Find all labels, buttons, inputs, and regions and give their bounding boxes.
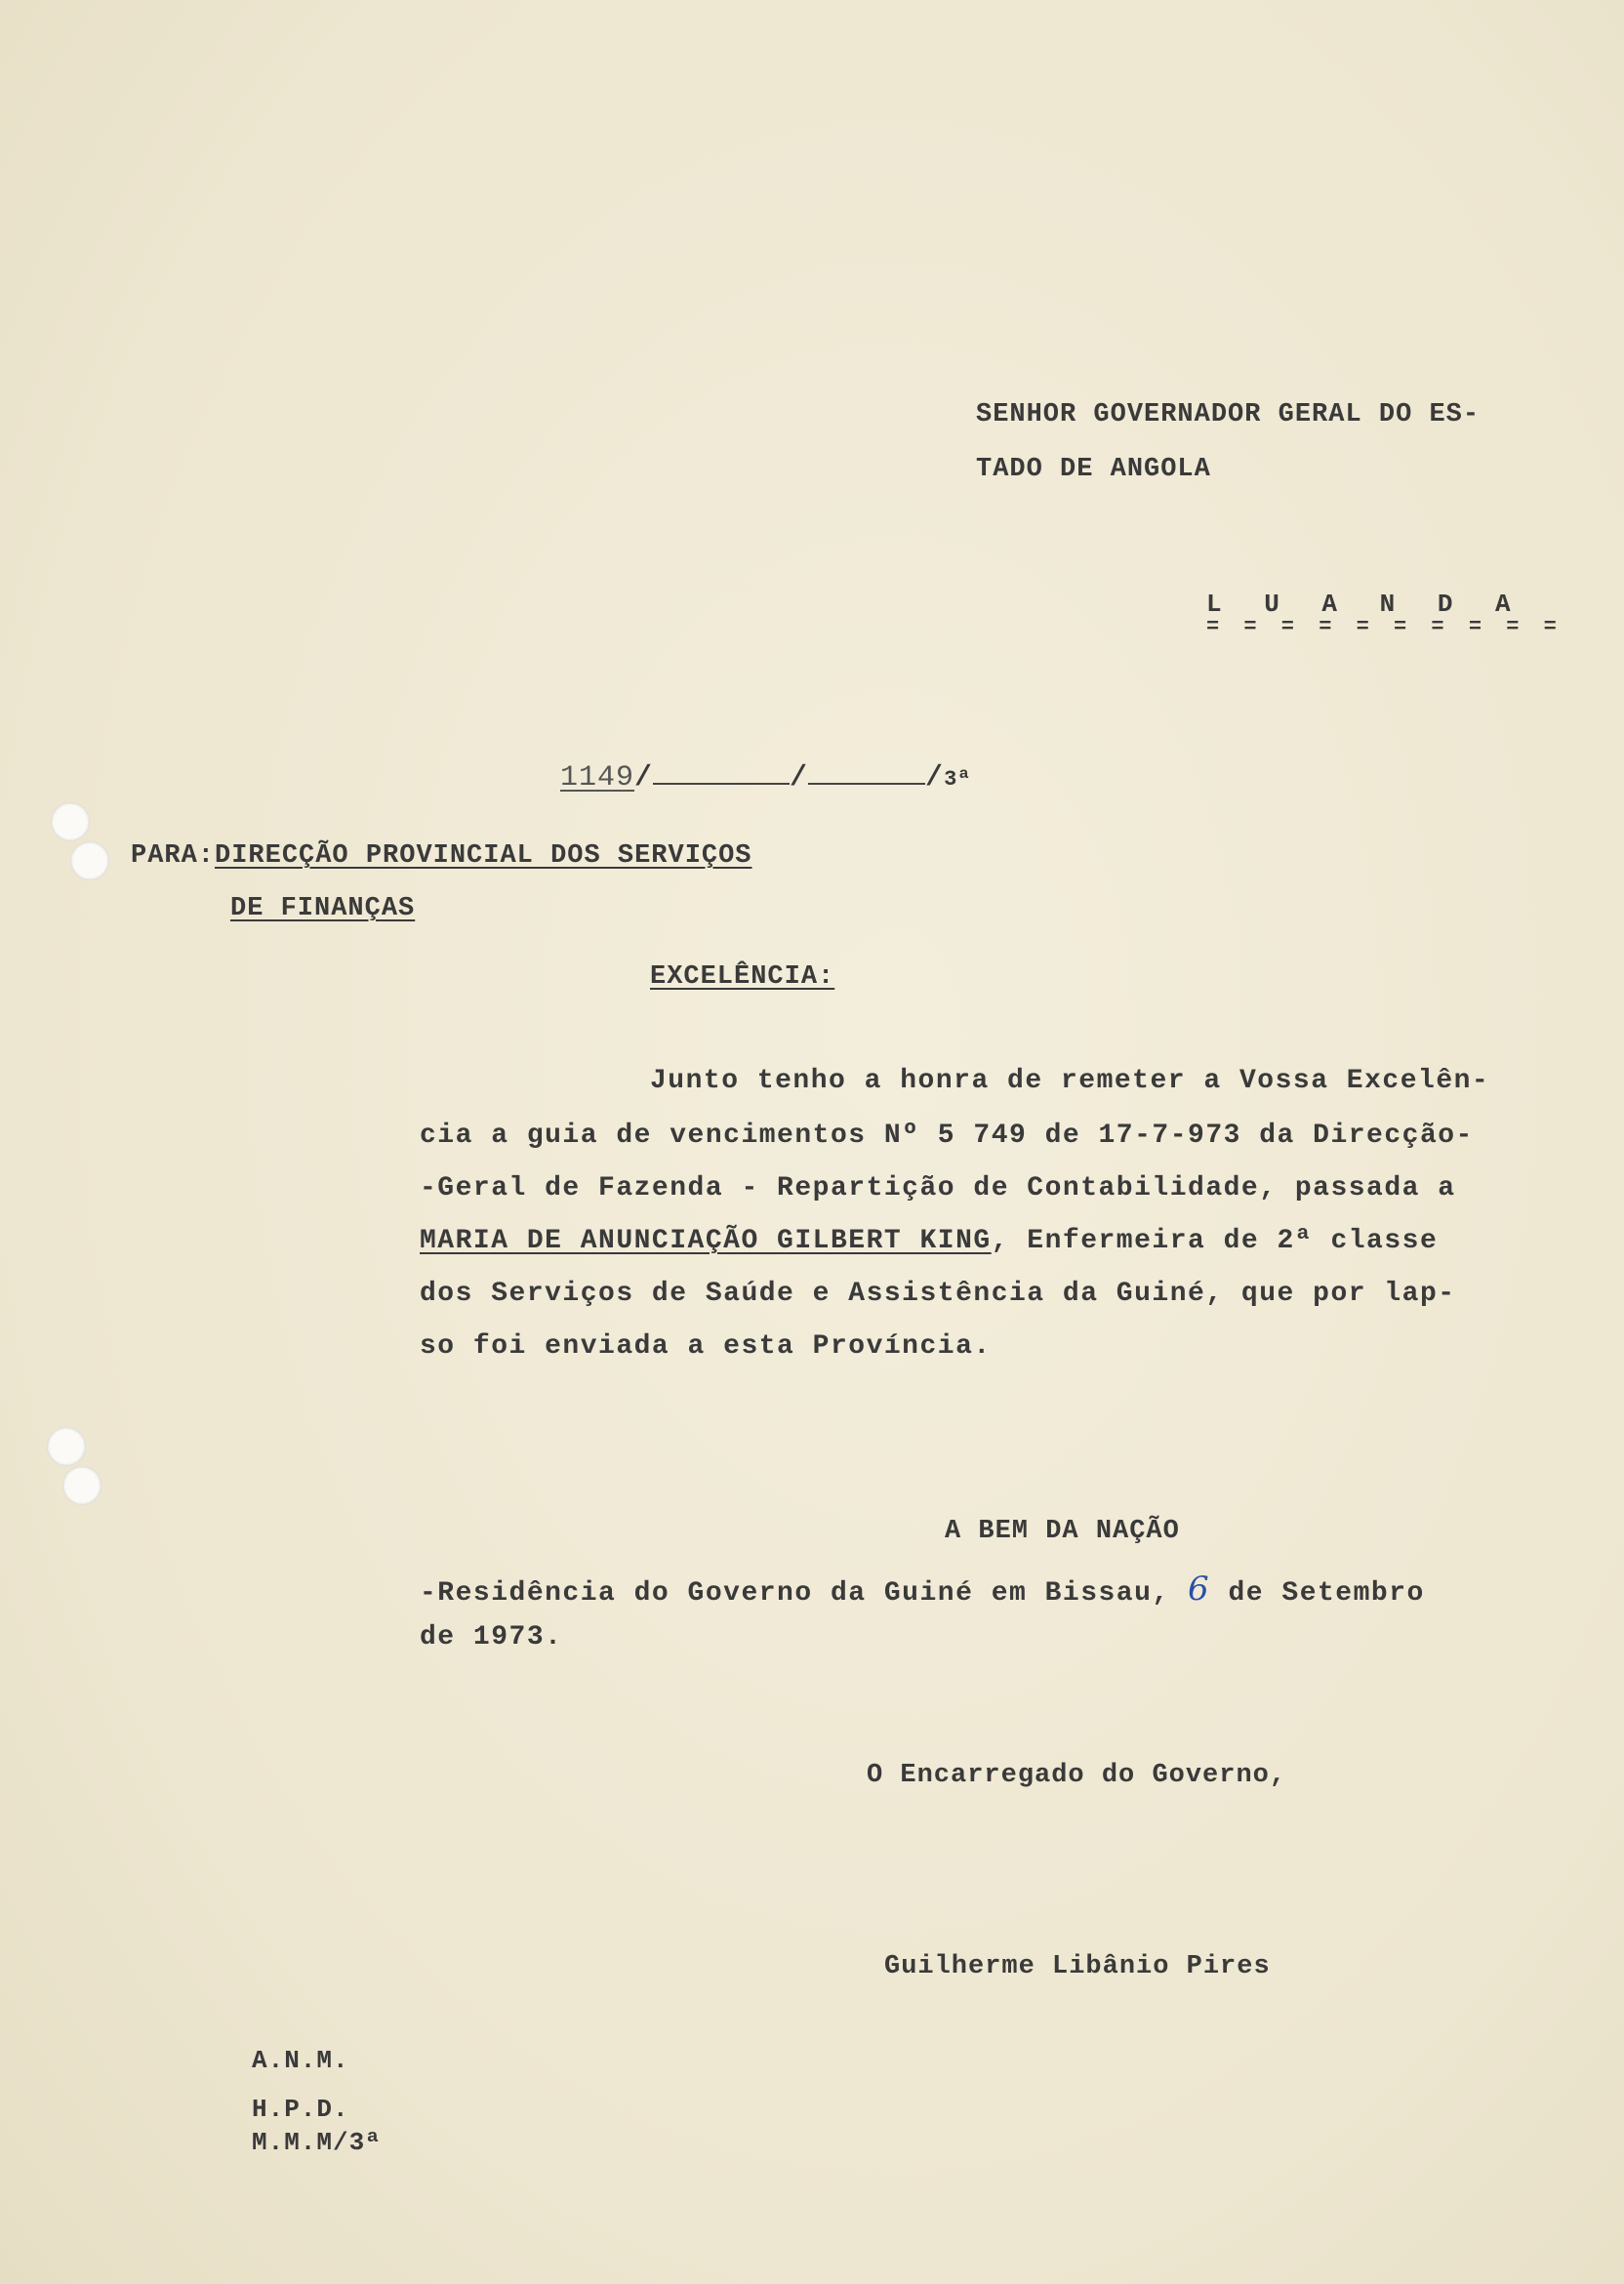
reference-sep-3: / [925,761,945,795]
handwritten-day: 6 [1188,1570,1211,1609]
initials-line-2: H.P.D. [252,2095,349,2124]
reference-number: 1149 [560,761,635,795]
para-label: PARA: [131,841,216,871]
body-line-2: cia a guia de vencimentos Nº 5 749 de 17-7-973 da Direcção- [420,1121,1474,1151]
punch-hole-top [51,802,90,841]
body-line-6: so foi enviada a esta Província. [420,1331,992,1362]
body-line-3: -Geral de Fazenda - Repartição de Contabilidade, passada a [420,1173,1456,1203]
addressee-line-2: TADO DE ANGOLA [976,455,1211,484]
reference-line [560,761,971,795]
punch-hole-bottom-2 [62,1466,102,1505]
body-line-4 [420,1226,1438,1256]
salutation: EXCELÊNCIA: [650,962,835,992]
body-line-1: Junto tenho a honra de remeter a Vossa Excelên- [650,1066,1490,1096]
addressee-city-underline: = = = = = = = = = = [1206,615,1563,639]
punch-hole-bottom [47,1427,86,1466]
signature-title: O Encarregado do Governo, [867,1761,1287,1790]
reference-blank-1 [653,783,790,785]
reference-suffix: 3ª [944,767,972,792]
para-recipient-line-2: DE FINANÇAS [230,894,416,923]
para-recipient-line-1: DIRECÇÃO PROVINCIAL DOS SERVIÇOS [215,841,752,871]
closing-place-prefix: -Residência do Governo da Guiné em Bissau, [420,1578,1170,1609]
addressee-line-1: SENHOR GOVERNADOR GERAL DO ES- [976,400,1481,429]
reference-sep-1: / [634,761,654,795]
beneficiary-name: MARIA DE ANUNCIAÇÃO GILBERT KING [420,1226,992,1256]
punch-hole-top-2 [70,841,109,880]
body-line-5: dos Serviços de Saúde e Assistência da Guiné, que por lap- [420,1279,1456,1309]
initials-line-3: M.M.M/3ª [252,2128,382,2157]
closing-place-suffix: de Setembro [1228,1578,1425,1609]
reference-blank-2 [808,783,925,785]
body-line-4-rest: , Enfermeira de 2ª classe [991,1226,1439,1256]
para-line [131,841,752,871]
closing-year-line: de 1973. [420,1622,563,1652]
addressee-city: L U A N D A [1206,590,1524,619]
initials-line-1: A.N.M. [252,2046,349,2075]
closing-motto: A BEM DA NAÇÃO [945,1517,1180,1546]
closing-place-line [420,1570,1425,1609]
signature-name: Guilherme Libânio Pires [884,1952,1271,1981]
reference-sep-2: / [790,761,809,795]
